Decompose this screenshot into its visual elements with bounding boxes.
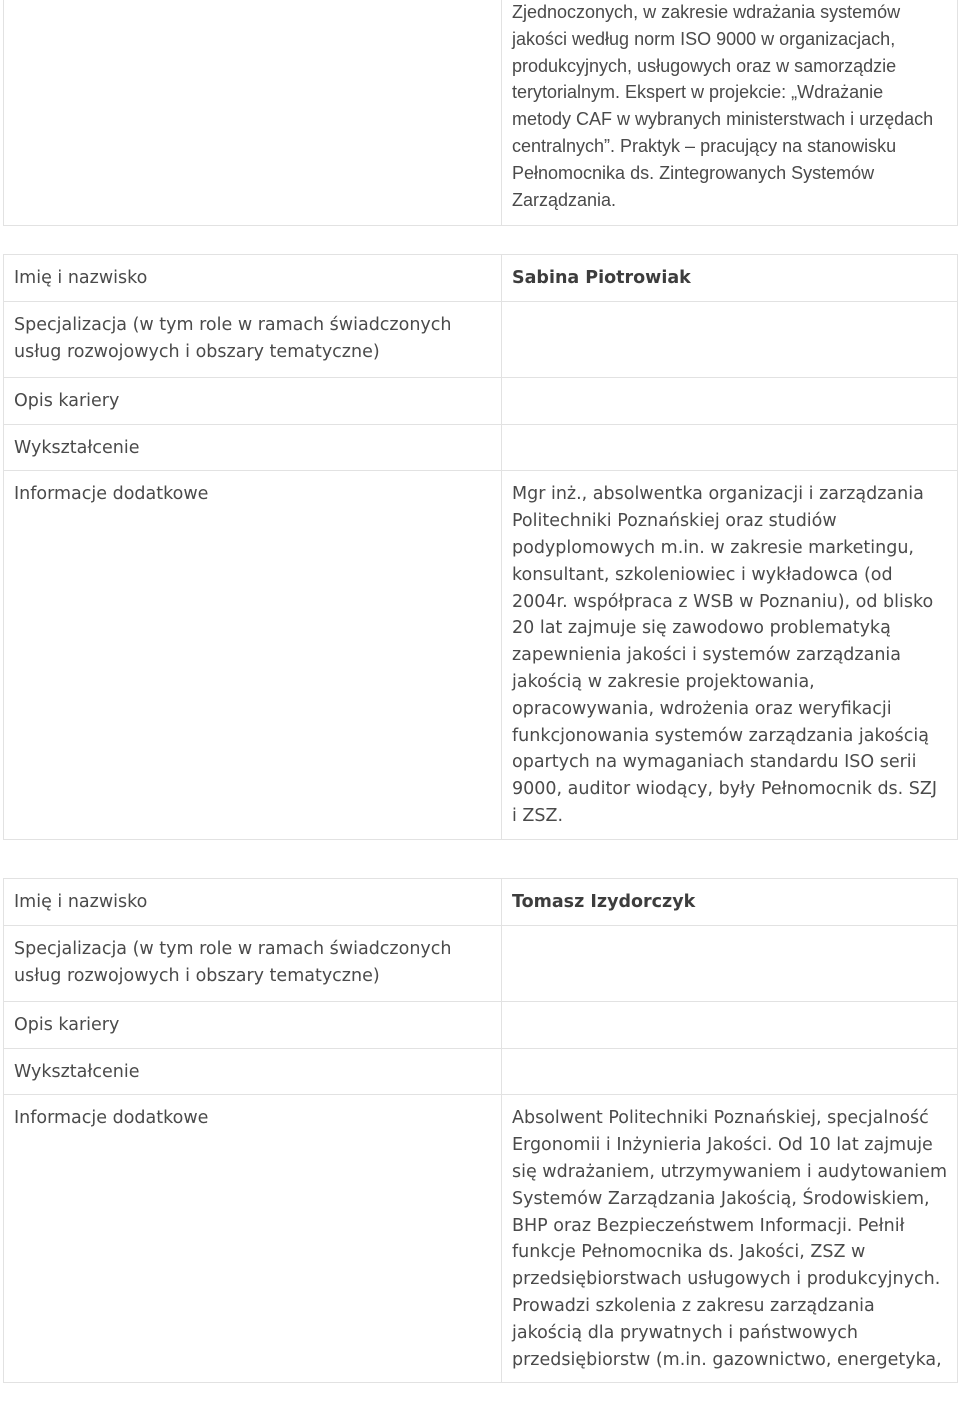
table-row bbox=[4, 1048, 958, 1095]
label-specialization: Specjalizacja (w tym role w ramach świadczonych usług rozwojowych i obszary tematyczne) bbox=[4, 925, 502, 1001]
table-row bbox=[4, 301, 958, 377]
expert-table-2 bbox=[3, 878, 958, 1383]
expert-table-1 bbox=[3, 254, 958, 840]
expert-table-continued bbox=[3, 0, 958, 226]
expert-name: Sabina Piotrowiak bbox=[502, 255, 958, 302]
table-row bbox=[4, 424, 958, 471]
expert-specialization bbox=[502, 301, 958, 377]
table-row bbox=[4, 1001, 958, 1048]
label-name: Imię i nazwisko bbox=[4, 255, 502, 302]
expert-education bbox=[502, 424, 958, 471]
label-education: Wykształcenie bbox=[4, 424, 502, 471]
table-row bbox=[4, 377, 958, 424]
expert-career bbox=[502, 1001, 958, 1048]
empty-label-cell bbox=[4, 0, 502, 226]
expert-specialization bbox=[502, 925, 958, 1001]
expert-career bbox=[502, 377, 958, 424]
expert-additional: Mgr inż., absolwentka organizacji i zarządzania Politechniki Poznańskiej oraz studiów podyplomowych m.in. w zakresie marketingu, konsultant, szkoleniowiec i wykładowca (od 2004r. współpraca z WSB w Poznaniu), od blisko 20 lat zajmuje się zawodowo problematyką zapewnienia jakości i systemów zarządzania jakością w zakresie projektowania, opracowywania, wdrożenia oraz weryfikacji funkcjonowania systemów zarządzania jakością opartych na wymaganiach standardu ISO serii 9000, auditor wiodący, były Pełnomocnik ds. SZJ i ZSZ. bbox=[502, 471, 958, 839]
table-row bbox=[4, 925, 958, 1001]
table-row bbox=[4, 471, 958, 839]
table-row bbox=[4, 0, 958, 226]
expert-additional: Absolwent Politechniki Poznańskiej, specjalność Ergonomii i Inżynieria Jakości. Od 10 lat zajmuje się wdrażaniem, utrzymywaniem i audytowaniem Systemów Zarządzania Jakością, Środowiskiem, BHP oraz Bezpieczeństwem Informacji. Pełnił funkcje Pełnomocnika ds. Jakości, ZSZ w przedsiębiorstwach usługowych i produkcyjnych. Prowadzi szkolenia z zakresu zarządzania jakością dla prywatnych i państwowych przedsiębiorstw (m.in. gazownictwo, energetyka, bbox=[502, 1095, 958, 1383]
label-additional: Informacje dodatkowe bbox=[4, 1095, 502, 1383]
table-row bbox=[4, 879, 958, 926]
value-cell bbox=[502, 0, 958, 226]
continuation-text: Zjednoczonych, w zakresie wdrażania systemów jakości według norm ISO 9000 w organizacjach, produkcyjnych, usługowych oraz w samorządzie terytorialnym. Ekspert w projekcie: „Wdrażanie metody CAF w wybranych ministerstwach i urzędach centralnych”. Praktyk – pracujący na stanowisku Pełnomocnika ds. Zintegrowanych Systemów Zarządzania. bbox=[512, 2, 934, 210]
label-education: Wykształcenie bbox=[4, 1048, 502, 1095]
label-career: Opis kariery bbox=[4, 377, 502, 424]
table-row bbox=[4, 255, 958, 302]
expert-education bbox=[502, 1048, 958, 1095]
label-specialization: Specjalizacja (w tym role w ramach świadczonych usług rozwojowych i obszary tematyczne) bbox=[4, 301, 502, 377]
expert-name: Tomasz Izydorczyk bbox=[502, 879, 958, 926]
label-career: Opis kariery bbox=[4, 1001, 502, 1048]
label-additional: Informacje dodatkowe bbox=[4, 471, 502, 839]
table-row bbox=[4, 1095, 958, 1383]
label-name: Imię i nazwisko bbox=[4, 879, 502, 926]
